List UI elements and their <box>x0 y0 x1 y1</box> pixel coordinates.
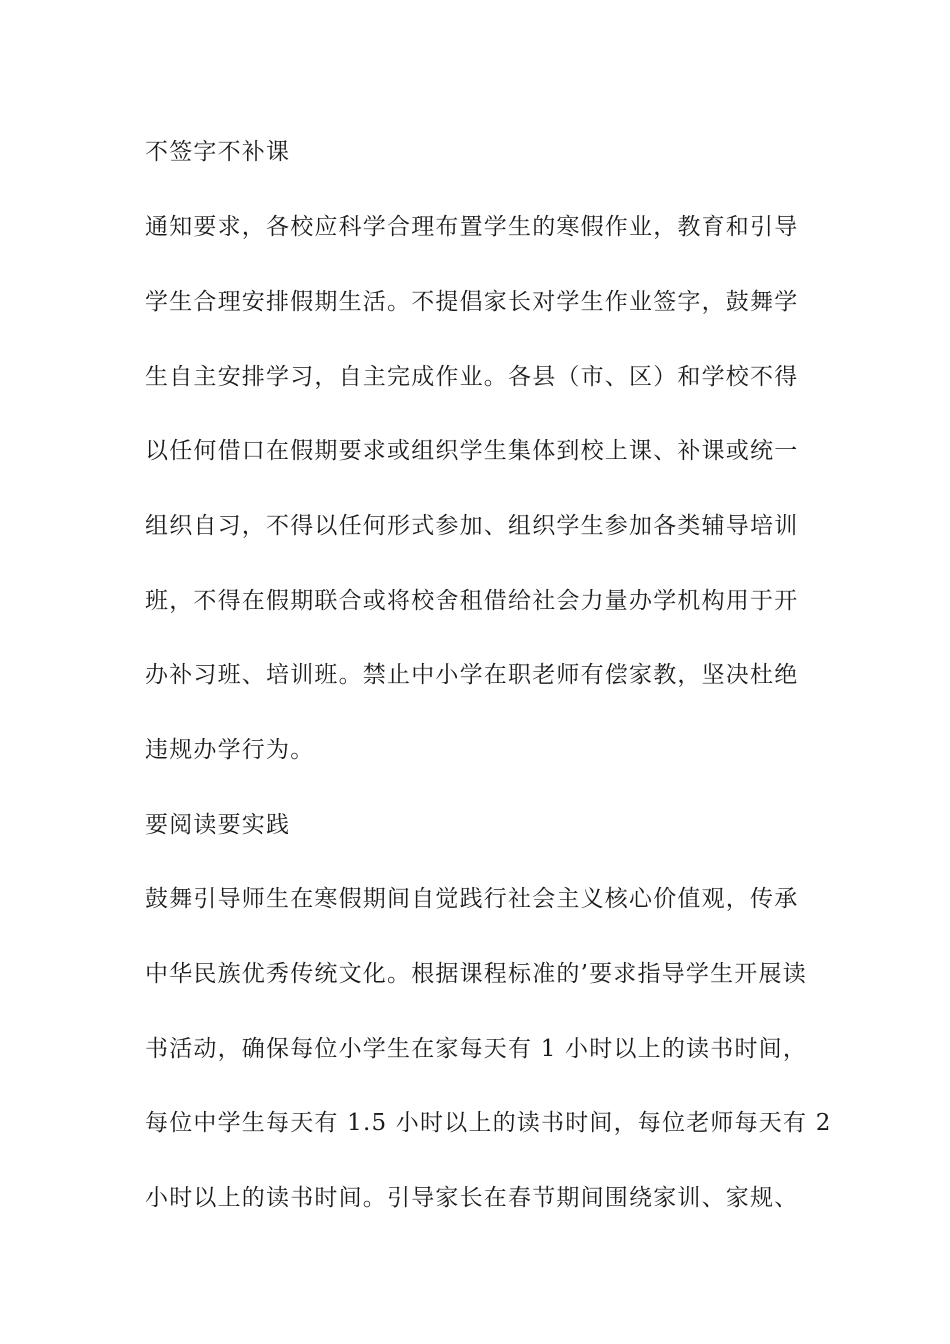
paragraph-line: 每位中学生每天有 1.5 小时以上的读书时间，每位老师每天有 2 <box>145 1110 832 1136</box>
section-heading-read-and-practice: 要阅读要实践 <box>145 812 291 838</box>
paragraph-line: 办补习班、培训班。禁止中小学在职老师有偿家教，坚决杜绝 <box>145 662 799 688</box>
paragraph-line: 组织自习，不得以任何形式参加、组织学生参加各类辅导培训 <box>145 513 799 539</box>
paragraph-line: 小时以上的读书时间。引导家长在春节期间围绕家训、家规、 <box>145 1185 799 1211</box>
paragraph-line: 违规办学行为。 <box>145 737 315 763</box>
paragraph-line: 以任何借口在假期要求或组织学生集体到校上课、补课或统一 <box>145 438 799 464</box>
paragraph-line: 中华民族优秀传统文化。根据课程标准的’要求指导学生开展读 <box>145 961 807 987</box>
paragraph-line: 通知要求，各校应科学合理布置学生的寒假作业，教育和引导 <box>145 214 799 240</box>
paragraph-line: 书活动，确保每位小学生在家每天有 1 小时以上的读书时间， <box>145 1036 808 1062</box>
paragraph-line: 生自主安排学习，自主完成作业。各县（市、区）和学校不得 <box>145 364 799 390</box>
paragraph-line: 学生合理安排假期生活。不提倡家长对学生作业签字，鼓舞学 <box>145 289 799 315</box>
paragraph-line: 班，不得在假期联合或将校舍租借给社会力量办学机构用于开 <box>145 588 799 614</box>
paragraph-line: 鼓舞引导师生在寒假期间自觉践行社会主义核心价值观，传承 <box>145 886 799 912</box>
section-heading-no-sign-no-tutoring: 不签字不补课 <box>145 139 291 165</box>
